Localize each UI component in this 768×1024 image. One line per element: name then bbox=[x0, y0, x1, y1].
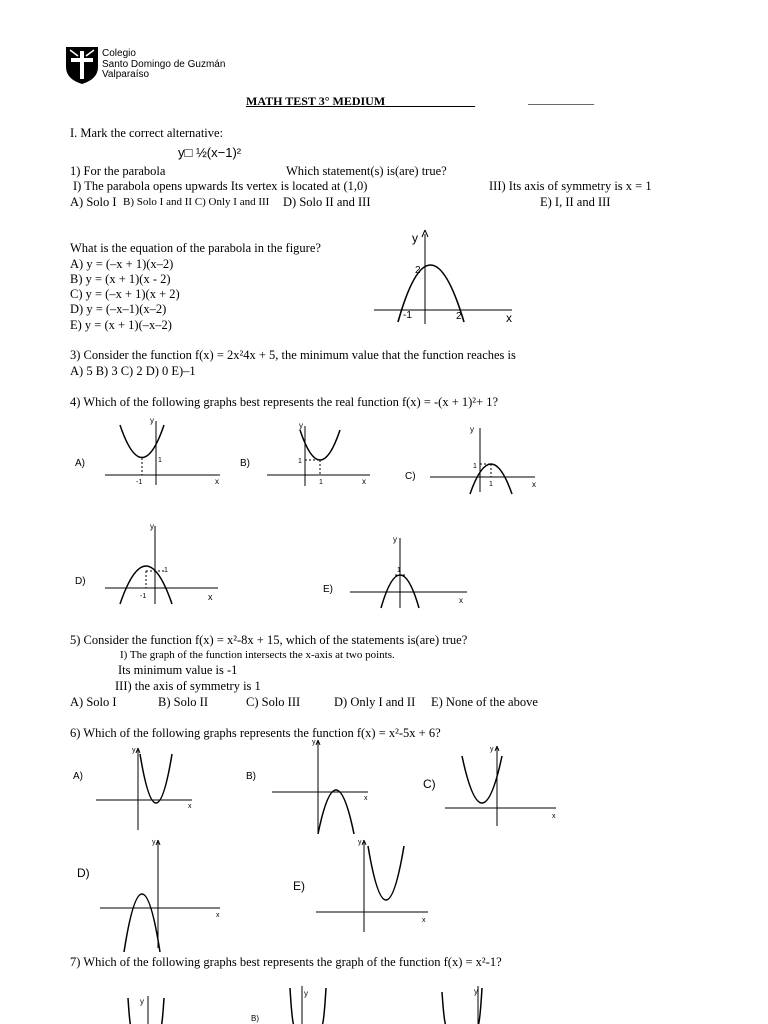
q4d-y: y bbox=[150, 522, 154, 531]
svg-text:x: x bbox=[552, 813, 556, 820]
q1-option-bc: B) Solo I and II C) Only I and III bbox=[123, 196, 270, 208]
q6-label-b: B) bbox=[246, 771, 256, 782]
q2-fig-y-label: y bbox=[412, 231, 418, 245]
q2-fig-x2: 2 bbox=[456, 311, 462, 322]
q4-stem: 4) Which of the following graphs best represents the real function f(x) = -(x + 1)²+ 1? bbox=[70, 395, 499, 409]
svg-text:x: x bbox=[188, 803, 192, 810]
q4b-one-x: 1 bbox=[319, 479, 323, 486]
q4-graph-a bbox=[100, 415, 230, 490]
q1-option-e: E) I, II and III bbox=[540, 195, 611, 209]
q2-stem: What is the equation of the parabola in the figure? bbox=[70, 241, 321, 255]
school-line-3: Valparaíso bbox=[102, 69, 150, 80]
q1-option-a: A) Solo I bbox=[70, 195, 117, 209]
q4-graph-b bbox=[262, 420, 377, 490]
q5-statement-1: I) The graph of the function intersects the x-axis at two points. bbox=[120, 649, 395, 661]
q4-label-a: A) bbox=[75, 458, 85, 469]
q5-stem: 5) Consider the function f(x) = x²-8x + 15, which of the statements is(are) true? bbox=[70, 633, 468, 647]
q5-option-e: E) None of the above bbox=[431, 695, 538, 709]
school-logo bbox=[64, 45, 100, 85]
q4-graph-d bbox=[100, 518, 225, 608]
q4-label-e: E) bbox=[323, 584, 333, 595]
q4b-y: y bbox=[299, 421, 303, 430]
q4b-one: 1 bbox=[298, 458, 302, 465]
q2-option-e: E) y = (x + 1)(–x–2) bbox=[70, 318, 172, 332]
q4e-one: 1 bbox=[397, 567, 401, 574]
name-blank: ___________ bbox=[528, 92, 594, 106]
q6-stem: 6) Which of the following graphs represents the function f(x) = x²-5x + 6? bbox=[70, 726, 441, 740]
q2-fig-y2: 2 bbox=[415, 265, 421, 276]
q7-graph-a bbox=[118, 990, 178, 1024]
svg-text:x: x bbox=[364, 795, 368, 802]
svg-text:y: y bbox=[152, 839, 156, 846]
q7-label-b: B) bbox=[251, 1014, 259, 1023]
q7-graph-b bbox=[280, 982, 340, 1024]
svg-text:y: y bbox=[358, 839, 362, 846]
q4c-one: 1 bbox=[473, 463, 477, 470]
svg-text:y: y bbox=[312, 739, 316, 746]
q3-options: A) 5 B) 3 C) 2 D) 0 E)–1 bbox=[70, 364, 196, 378]
q1-stem-right: Which statement(s) is(are) true? bbox=[286, 164, 447, 178]
q5-statement-2: Its minimum value is -1 bbox=[118, 663, 238, 677]
q6-graph-e bbox=[312, 836, 434, 936]
q4-graph-e bbox=[345, 530, 475, 610]
test-title-text: MATH TEST 3° MEDIUM bbox=[246, 94, 386, 108]
q5-option-c: C) Solo III bbox=[246, 695, 301, 709]
q6-label-a: A) bbox=[73, 771, 83, 782]
q4e-x: x bbox=[459, 596, 463, 605]
q4c-y: y bbox=[470, 425, 474, 434]
svg-text:x: x bbox=[216, 912, 220, 919]
q6-label-d: D) bbox=[77, 866, 90, 880]
q4c-x: x bbox=[532, 480, 536, 489]
q4a-one: 1 bbox=[158, 457, 162, 464]
q2-fig-x-label: x bbox=[506, 311, 512, 325]
q4b-x: x bbox=[362, 477, 366, 486]
q4-label-b: B) bbox=[240, 458, 250, 469]
q1-formula: y□ ½(x−1)² bbox=[178, 145, 242, 160]
q4a-y: y bbox=[150, 416, 154, 425]
q4e-y: y bbox=[393, 535, 397, 544]
q1-statement-1: I) The parabola opens upwards Its vertex is located at (1,0) bbox=[73, 179, 368, 193]
school-line-1: Colegio bbox=[102, 48, 136, 59]
q2-parabola-figure bbox=[370, 228, 520, 328]
svg-text:x: x bbox=[422, 917, 426, 924]
q5-option-d: D) Only I and II bbox=[334, 695, 416, 709]
q2-option-b: B) y = (x + 1)(x - 2) bbox=[70, 272, 171, 286]
svg-text:y: y bbox=[140, 997, 144, 1006]
q6-graph-c bbox=[440, 742, 565, 830]
q6-graph-a bbox=[92, 742, 202, 832]
q6-graph-b bbox=[268, 736, 380, 834]
q6-graph-d bbox=[96, 836, 226, 952]
q7-stem: 7) Which of the following graphs best represents the graph of the function f(x) = x²-1? bbox=[70, 955, 502, 969]
test-title bbox=[246, 94, 475, 109]
q1-statement-3: III) Its axis of symmetry is x = 1 bbox=[489, 179, 652, 193]
q5-option-a: A) Solo I bbox=[70, 695, 117, 709]
q6-label-c: C) bbox=[423, 777, 436, 791]
q5-option-b: B) Solo II bbox=[158, 695, 208, 709]
svg-text:y: y bbox=[304, 989, 308, 998]
svg-text:y: y bbox=[474, 987, 478, 996]
q4d-x: x bbox=[208, 592, 213, 602]
school-line-2: Santo Domingo de Guzmán bbox=[102, 58, 226, 70]
q4-label-d: D) bbox=[75, 576, 86, 587]
q4c-one-x: 1 bbox=[489, 481, 493, 488]
q1-option-d: D) Solo II and III bbox=[283, 195, 371, 209]
school-name bbox=[102, 49, 225, 81]
q4a-m1: -1 bbox=[136, 479, 143, 486]
q4-graph-c bbox=[425, 422, 545, 497]
q6-label-e: E) bbox=[293, 879, 305, 893]
q1-stem-left: 1) For the parabola bbox=[70, 164, 166, 178]
q3-stem: 3) Consider the function f(x) = 2x²4x + 5, the minimum value that the function reaches is bbox=[70, 348, 516, 362]
q2-option-c: C) y = (–x + 1)(x + 2) bbox=[70, 287, 180, 301]
q7-graph-c bbox=[430, 982, 500, 1024]
section-instruction: I. Mark the correct alternative: bbox=[70, 126, 224, 140]
q4a-x: x bbox=[215, 477, 219, 486]
svg-text:y: y bbox=[490, 746, 494, 753]
q5-statement-3: III) the axis of symmetry is 1 bbox=[115, 679, 261, 693]
q2-fig-xm1: -1 bbox=[403, 310, 412, 321]
q4d-one: 1 bbox=[164, 567, 168, 574]
q4-label-c: C) bbox=[405, 471, 416, 482]
q2-option-d: D) y = (–x–1)(x–2) bbox=[70, 302, 167, 316]
q2-option-a: A) y = (–x + 1)(x–2) bbox=[70, 257, 174, 271]
svg-text:y: y bbox=[132, 747, 136, 754]
q4d-m1: -1 bbox=[140, 593, 147, 600]
